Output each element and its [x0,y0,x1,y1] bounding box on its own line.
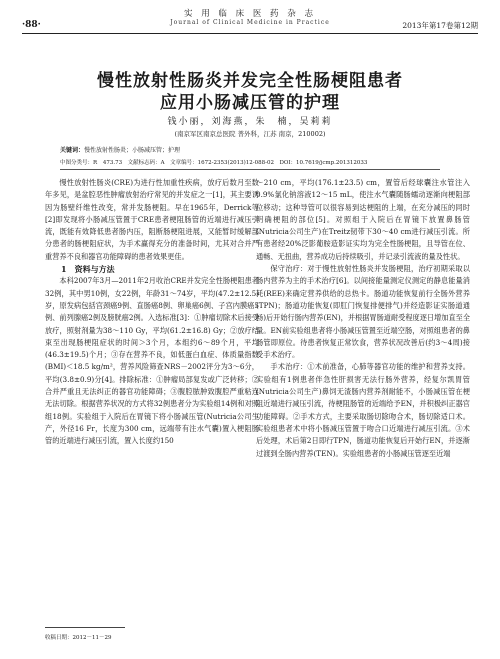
classification-info: 中图分类号：R 473.73 文献标志码：A 文章编号：1672-2353(2013)12-088-02 DOI：10.7619/jcmp.201312033 [60,160,368,166]
keywords [60,145,440,154]
header-divider [22,33,478,34]
footnote-divider [45,627,125,628]
page-number: ·88· [22,20,41,30]
abstract-divider [60,169,440,170]
conservative-care-paragraph: 保守治疗：对于慢性放射性肠炎并发肠梗阻，治疗初期采取以肠内营养为主的手术治疗[6]。以间接能量测定仪测定的静息能量消耗(REE)来确定营养供给的总热卡。肠道功能恢复前行全肠外营养(TPN)；肠道功能恢复(即肛门恢复排便排气)并经造影证实肠道通畅)后开始行肠内营养(EN)，并根据胃肠道耐受程度逐日增加直至全量。EN前实验组患者将小肠减压管置至近端空肠，对照组患者的鼻肠管即原位。待患者恢复正常饮食，营养状况改善后(约3～4周)接受手术治疗。 [256,264,471,360]
affiliation: (南京军区南京总医院 普外科，江苏 南京，210002) [174,130,326,138]
issue-info: 2013年第17卷第12期 [402,21,478,30]
keywords-label: 关键词： [60,147,85,154]
page-header [0,0,500,40]
right-column [256,177,470,460]
authors: 钱小丽，刘海燕，朱 楠，吴莉莉 [167,117,333,127]
article-title-line2: 应用小肠减压管的护理 [160,93,340,113]
left-column [45,177,259,448]
methods-paragraph: 本科2007年3月—2011年2月收治CRE并发完全性肠梗阻患者32例，其中男10例，女22例，年龄31～74岁，平均(47.2±12.5)岁，原发病包括宫颈癌9例、直肠癌8例、卵巢癌6例、子宫内膜癌5例、前列腺癌2例及膀胱癌2例。入选标准[3]：①肿瘤切除术后接受放疗，照射剂量为38～110 Gy，平均(61.2±16.8) Gy；②放疗结束至出现肠梗阻症状的时间＞3个月，本组约6～89个月，平均(46.3±19.5)个月；③存在营养不良，如低蛋白血症、体质量指数(BMI)＜18.5 kg/m²，营养风险筛查NRS－2002评分为3～6分，平均(3.8±0.9)分[4]。排除标准：①肿瘤局部复发或广泛转移；②合并严重且无法纠正的器官功能障碍；③腹腔脓肿致腹腔严重粘连无法切除。根据营养状况的方式将32例患者分为实验组14例和对照组18例。实验组于入院后在胃镜下将小肠减压管(Nutricia公司生产，外径16 Fr，长度为300 cm，远端带有注水气囊)置入梗阻肠管的近端进行减压引流，置入长度约150 [45,276,259,446]
intro-paragraph: 慢性放射性肠炎(CRE)为进行性加重性疾病，放疗后数月至数年多见，是盆腔恶性肿瘤放射治疗常见的并发症之一[1]，其主要诱因为肠壁纤维性改变，常并发肠梗阻。早在1965年，Derrick等[2]即发现将小肠减压管置于CRE患者梗阻肠管的近端进行减压引流，既能有效降低患者肠内压，阻断肠梗阻进展，又能暂时缓解部分患者的肠梗阻症状，为手术赢得充分的准备时间，尤其对合并严重营养不良和器官功能障碍的患者效果更佳。 [45,178,259,261]
article-title-line1: 慢性放射性肠炎并发完全性肠梗阻患者 [97,71,403,91]
surgery-paragraph: 手术治疗：①术前准备，心肺等器官功能的维护和营养支持。实验组有1例患者伴急性肝损害无法行肠外营养，经复尔凯胃管(Nutricia公司生产)鼻饲无渣肠内营养剂耐能不，小肠减压管在梗阻近端进行减压引流，待梗阻肠管的近端给予EN，并积极纠正器官功能障碍。②手术方式，主要采取肠切除吻合术，肠切除适口术。实验组患者术中将小肠减压管置于吻合口近端进行减压引流。③术后处理，术后第2日即行TPN，肠道功能恢复后开始行EN，并逐渐过渡到全肠内营养(TEN)。实验组患者的小肠减压管逐至近端 [256,362,470,458]
journal-title-en: Journal of Clinical Medicine in Practice [170,19,330,26]
section-heading: 1 资料与方法 [61,264,115,275]
received-date: 收稿日期：2012－11－29 [45,635,112,641]
keywords-text: 慢性放射性肠炎；小肠减压管；护理 [84,147,181,154]
journal-title-cn: 实 用 临 床 医 药 杂 志 [184,9,316,19]
continued-paragraph: ～210 cm，平均(176.1±23.5) cm，置管后经球囊注水管注入0.9%氯化钠溶液12～15 mL，使注水气囊随肠蠕动逐渐向梗阻部位移动；这种导管可以很容易到达梗阻的上端，在充分减压的同时明确梗阻的部位[5]。对照组于入院后在胃镜下放置鼻肠管(Nutricia公司生产)在Treitz韧带下30～40 cm进行减压引流。所有患者经20%泛影葡胺造影证实均为完全性肠梗阻，且导管在位、通畅、无扭曲，营养成功后持续吸引，并记录引流液的量及性状。 [256,178,470,261]
